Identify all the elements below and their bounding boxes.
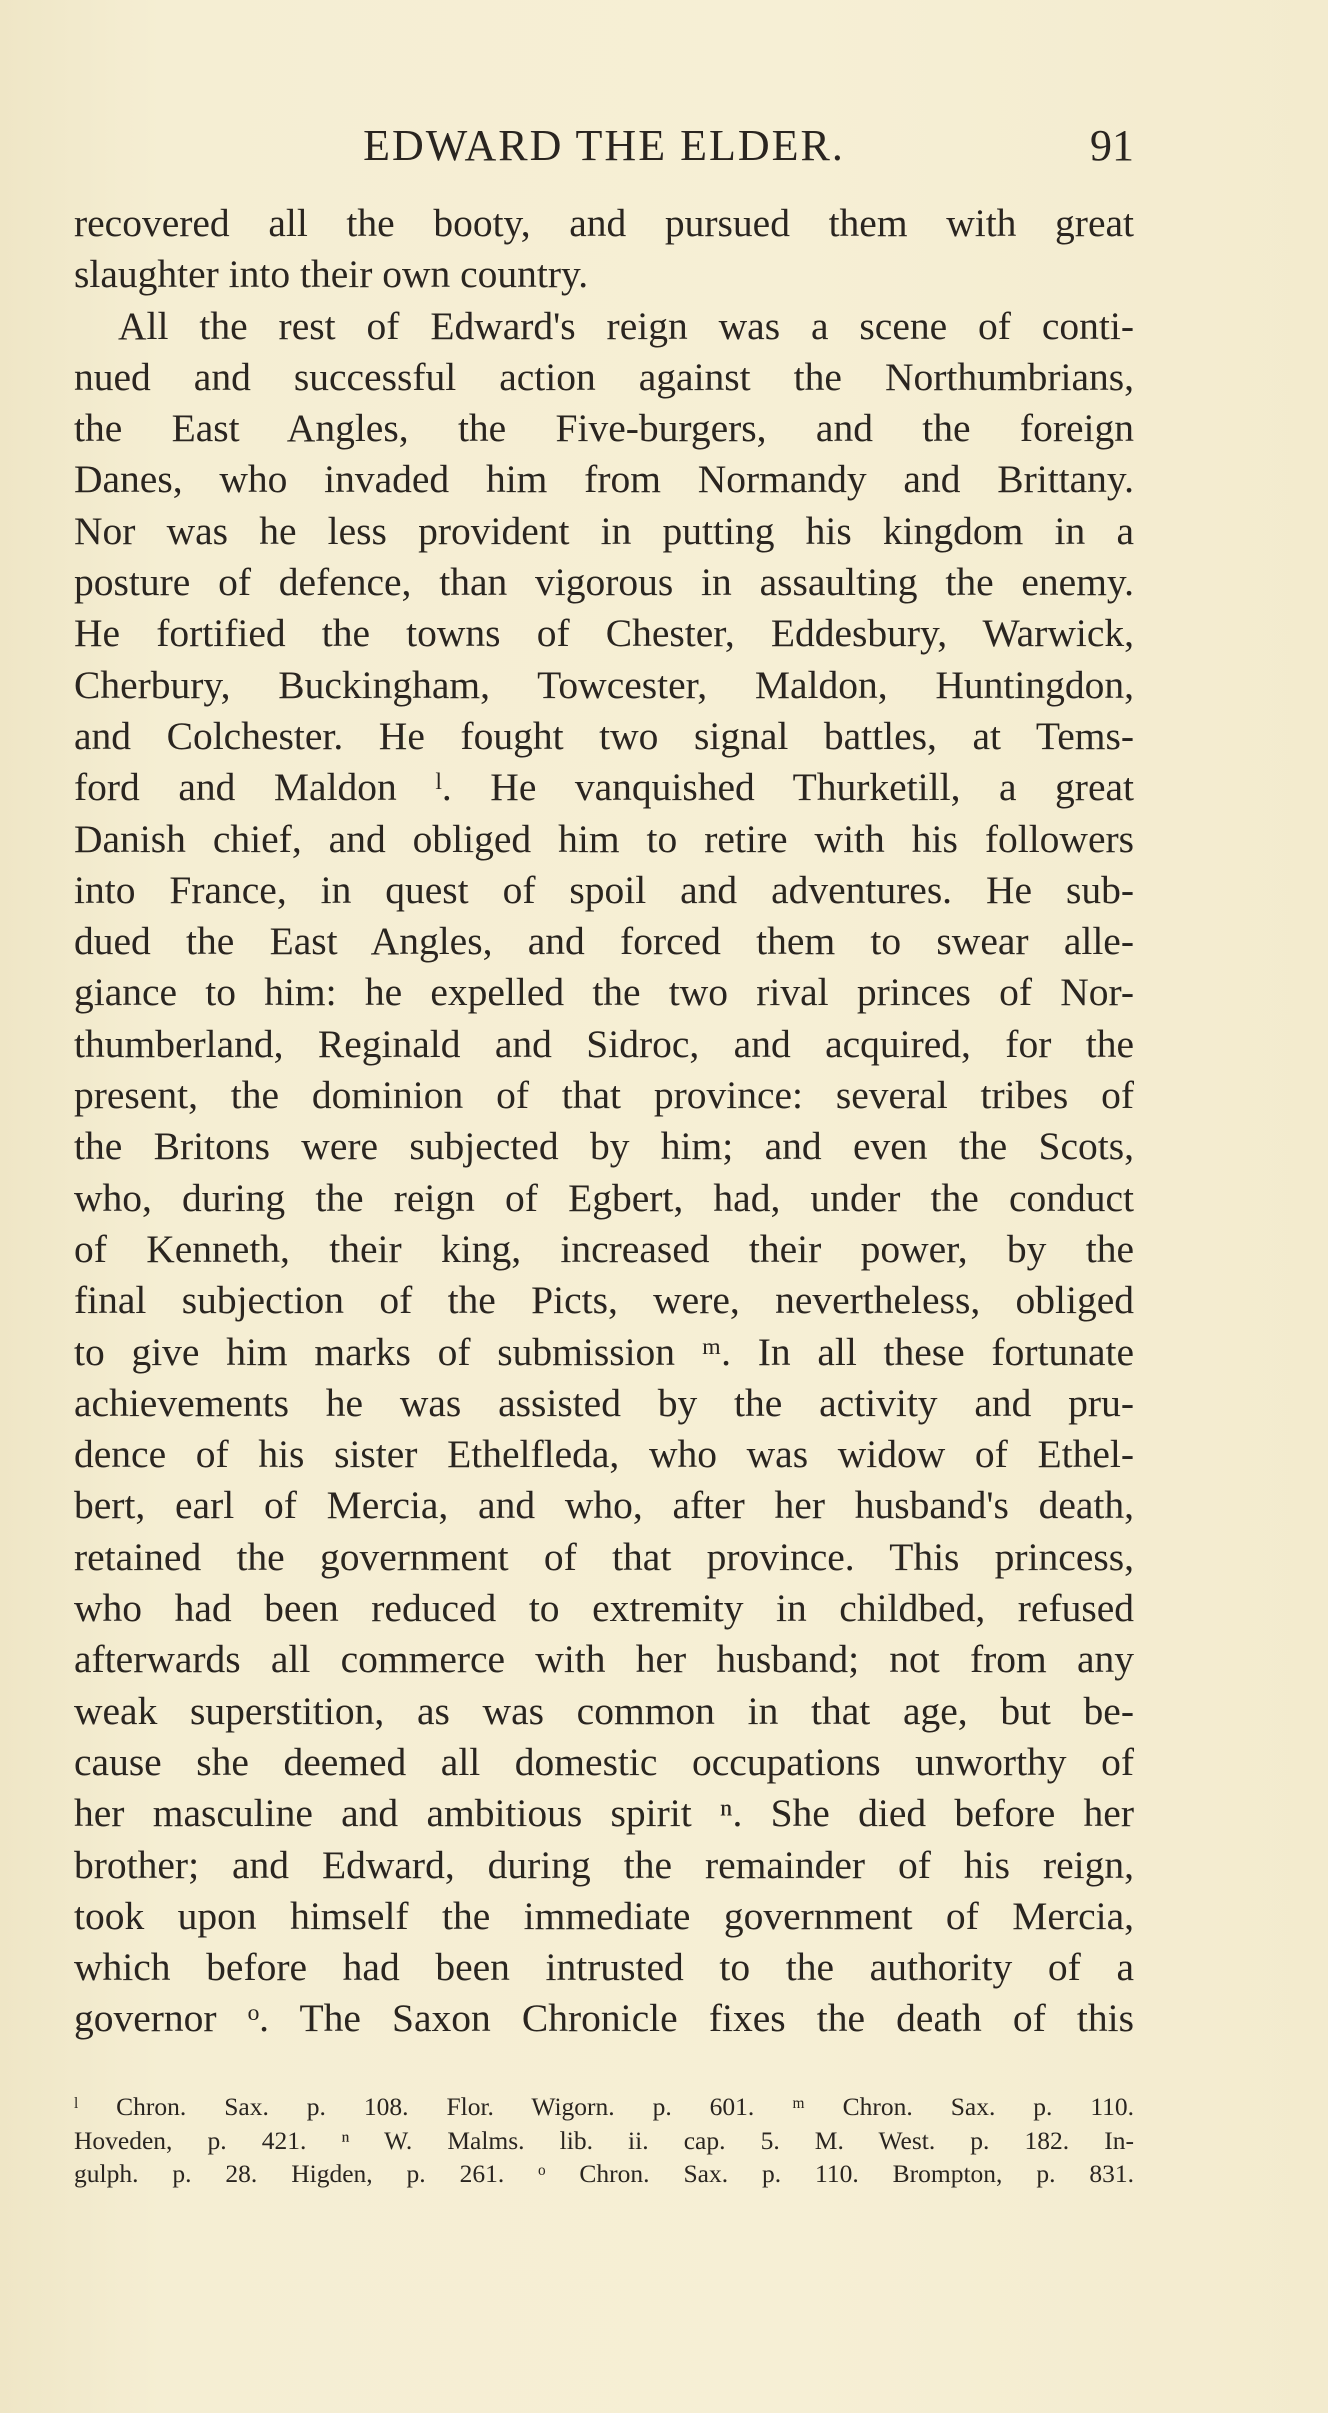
text-line: afterwards all commerce with her husband; not from any bbox=[74, 1637, 1134, 1682]
text-line: dued the East Angles, and forced them to swear alle- bbox=[74, 919, 1134, 964]
footnote-line: Hoveden, p. 421. ⁿ W. Malms. lib. ii. cap. 5. M. West. p. 182. In- bbox=[74, 2125, 1134, 2155]
text-line: ford and Maldon ˡ. He vanquished Thurketill, a great bbox=[74, 765, 1134, 810]
text-line: final subjection of the Picts, were, nevertheless, obliged bbox=[74, 1278, 1134, 1323]
text-line: who had been reduced to extremity in childbed, refused bbox=[74, 1586, 1134, 1631]
text-line: governor ᵒ. The Saxon Chronicle fixes the death of this bbox=[74, 1996, 1134, 2041]
text-line: He fortified the towns of Chester, Eddesbury, Warwick, bbox=[74, 611, 1134, 656]
text-line: which before had been intrusted to the authority of a bbox=[74, 1945, 1134, 1990]
text-line: took upon himself the immediate government of Mercia, bbox=[74, 1893, 1134, 1938]
text-line: the Britons were subjected by him; and even the Scots, bbox=[74, 1124, 1134, 1169]
running-head bbox=[74, 120, 1134, 180]
text-line: cause she deemed all domestic occupations unworthy of bbox=[74, 1739, 1134, 1784]
text-line: her masculine and ambitious spirit ⁿ. She died before her bbox=[74, 1791, 1134, 1836]
footnote-line: ˡ Chron. Sax. p. 108. Flor. Wigorn. p. 601. ᵐ Chron. Sax. p. 110. bbox=[74, 2092, 1134, 2121]
text-line: thumberland, Reginald and Sidroc, and acquired, for the bbox=[74, 1021, 1134, 1066]
text-line: retained the government of that province. This princess, bbox=[74, 1534, 1134, 1579]
text-line: brother; and Edward, during the remainder of his reign, bbox=[74, 1842, 1134, 1887]
text-line: posture of defence, than vigorous in assaulting the enemy. bbox=[74, 560, 1134, 605]
page-number: 91 bbox=[1090, 121, 1134, 170]
text-line: giance to him: he expelled the two rival princes of Nor- bbox=[74, 970, 1134, 1015]
text-line: of Kenneth, their king, increased their power, by the bbox=[74, 1226, 1134, 1271]
chapter-title: EDWARD THE ELDER. bbox=[363, 121, 845, 170]
text-line: Cherbury, Buckingham, Towcester, Maldon, Huntingdon, bbox=[74, 662, 1134, 707]
body-text bbox=[74, 198, 1134, 2045]
text-line: Danish chief, and obliged him to retire with his followers bbox=[74, 816, 1134, 861]
text-line: to give him marks of submission ᵐ. In all these fortunate bbox=[74, 1329, 1134, 1374]
text-line: slaughter into their own country. bbox=[74, 252, 589, 297]
text-line: dence of his sister Ethelfleda, who was widow of Ethel- bbox=[74, 1432, 1134, 1477]
text-line: All the rest of Edward's reign was a scene of conti- bbox=[118, 303, 1134, 348]
text-line: Nor was he less provident in putting his kingdom in a bbox=[74, 508, 1134, 553]
text-line: the East Angles, the Five-burgers, and the foreign bbox=[74, 406, 1134, 451]
text-line: achievements he was assisted by the activity and pru- bbox=[74, 1380, 1134, 1425]
footnotes bbox=[74, 2090, 1134, 2191]
text-line: nued and successful action against the Northumbrians, bbox=[74, 354, 1134, 399]
text-line: recovered all the booty, and pursued them with great bbox=[74, 201, 1134, 245]
text-line: and Colchester. He fought two signal battles, at Tems- bbox=[74, 713, 1134, 758]
text-line: into France, in quest of spoil and adventures. He sub- bbox=[74, 867, 1134, 912]
text-line: present, the dominion of that province: several tribes of bbox=[74, 1073, 1134, 1118]
text-line: weak superstition, as was common in that age, but be- bbox=[74, 1688, 1134, 1733]
footnote-line: gulph. p. 28. Higden, p. 261. ᵒ Chron. Sax. p. 110. Brompton, p. 831. bbox=[74, 2159, 1134, 2188]
text-line: Danes, who invaded him from Normandy and Brittany. bbox=[74, 457, 1134, 502]
text-line: who, during the reign of Egbert, had, under the conduct bbox=[74, 1175, 1134, 1220]
text-line: bert, earl of Mercia, and who, after her husband's death, bbox=[74, 1483, 1134, 1528]
